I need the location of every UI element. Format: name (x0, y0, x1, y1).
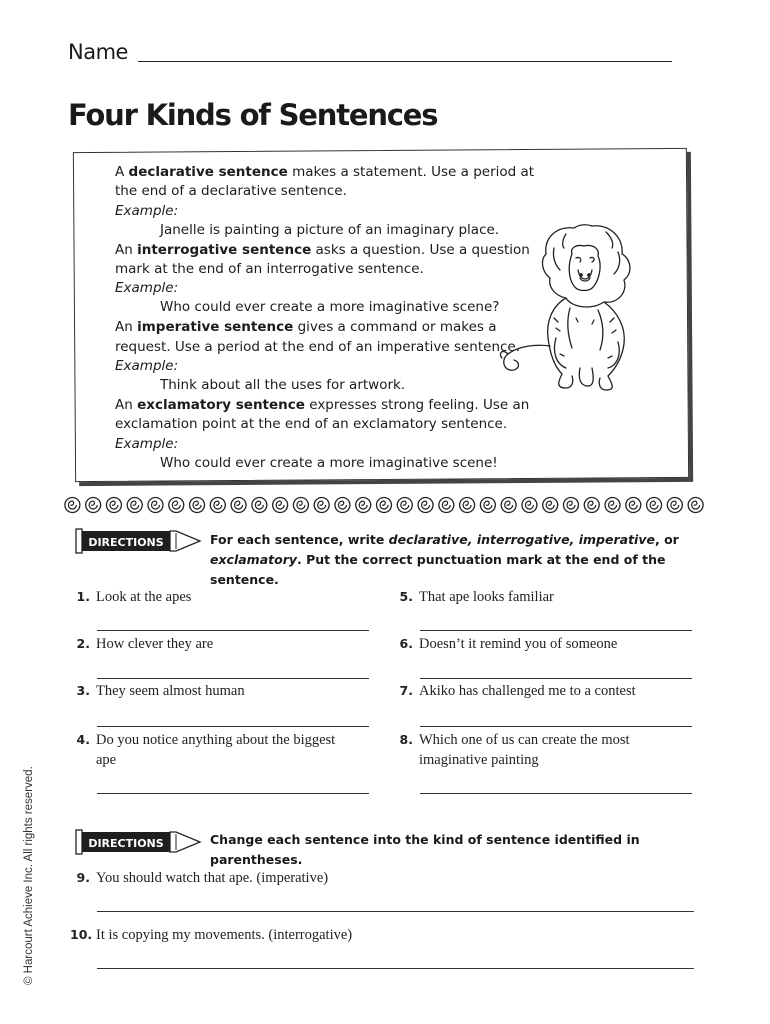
directions-2-text: Change each sentence into the kind of sentence identified in parentheses. (210, 832, 640, 867)
directions-1-text: For each sentence, write declarative, interrogative, imperative, or exclamatory. Put the correct punctuation mark at the end of the sentence. (210, 532, 679, 587)
baboon-illustration (496, 218, 666, 396)
swirl-icon (273, 498, 288, 513)
item-8: 8. Which one of us can create the most imaginative painting (399, 732, 630, 768)
imperative-definition-line2: request. Use a period at the end of an imperative sentence. (115, 339, 521, 355)
item-3: 3. They seem almost human (76, 683, 245, 699)
swirl-icon (106, 498, 121, 513)
item-6: 6. Doesn’t it remind you of someone (399, 636, 618, 652)
swirl-icon (543, 498, 558, 513)
swirl-icon (314, 498, 329, 513)
swirl-icon (418, 498, 433, 513)
swirl-icon (127, 498, 142, 513)
swirl-icon (377, 498, 392, 513)
swirl-icon (584, 498, 599, 513)
imperative-term: imperative sentence (137, 319, 294, 335)
exclamatory-example: Who could ever create a more imaginative scene! (160, 455, 498, 471)
answer-line-4[interactable] (97, 793, 369, 794)
swirl-icon (522, 498, 537, 513)
directions-badge-1-label: DIRECTIONS (88, 536, 164, 549)
item-4: 4. Do you notice anything about the biggest ape (76, 732, 336, 768)
declarative-term: declarative sentence (128, 164, 288, 180)
item-1: 1. Look at the apes (76, 589, 192, 605)
directions-badge-2-label: DIRECTIONS (88, 837, 164, 850)
name-answer-line[interactable] (138, 61, 672, 62)
item-10: 10. It is copying my movements. (interrogative) (70, 927, 353, 943)
swirl-icon (335, 498, 350, 513)
declarative-example-label: Example: (115, 203, 179, 219)
imperative-definition: An imperative sentence gives a command or makes a (115, 319, 497, 335)
swirl-icon (356, 498, 371, 513)
exclamatory-definition: An exclamatory sentence expresses strong feeling. Use an (115, 397, 530, 413)
item-2: 2. How clever they are (76, 636, 214, 652)
directions-badge-1 (72, 525, 202, 557)
swirl-icon (501, 498, 516, 513)
swirl-icon (480, 498, 495, 513)
copyright-notice: © Harcourt Achieve Inc. All rights reserved. (23, 766, 35, 985)
answer-line-8[interactable] (420, 793, 692, 794)
swirl-icon (460, 498, 475, 513)
interrogative-definition: An interrogative sentence asks a question. Use a question (115, 242, 530, 258)
declarative-example: Janelle is painting a picture of an imaginary place. (160, 222, 500, 238)
item-7: 7. Akiko has challenged me to a contest (399, 683, 636, 699)
swirl-icon (252, 498, 267, 513)
swirl-icon (86, 498, 101, 513)
answer-line-5[interactable] (420, 630, 692, 631)
item-5: 5. That ape looks familiar (399, 589, 554, 605)
exclamatory-term: exclamatory sentence (137, 397, 305, 413)
answer-line-3[interactable] (97, 726, 369, 727)
swirl-icon (231, 498, 246, 513)
swirl-icon (210, 498, 225, 513)
swirl-icon (148, 498, 163, 513)
swirl-icon (397, 498, 412, 513)
interrogative-example: Who could ever create a more imaginative scene? (160, 299, 500, 315)
exclamatory-definition-line2: exclamation point at the end of an exclamatory sentence. (115, 416, 508, 432)
swirl-icon (563, 498, 578, 513)
swirl-icon (190, 498, 205, 513)
imperative-example: Think about all the uses for artwork. (160, 377, 406, 393)
declarative-definition-line2: the end of a declarative sentence. (115, 183, 347, 199)
answer-line-10[interactable] (97, 968, 694, 969)
swirl-icon (647, 498, 662, 513)
answer-line-7[interactable] (420, 726, 692, 727)
exclamatory-example-label: Example: (115, 436, 179, 452)
swirl-border (62, 494, 706, 516)
swirl-icon (667, 498, 682, 513)
swirl-icon (293, 498, 308, 513)
answer-line-9[interactable] (97, 911, 694, 912)
interrogative-example-label: Example: (115, 280, 179, 296)
answer-line-2[interactable] (97, 678, 369, 679)
answer-line-1[interactable] (97, 630, 369, 631)
declarative-definition: A declarative sentence makes a statement. Use a period at (115, 164, 535, 180)
item-9: 9. You should watch that ape. (imperative) (76, 870, 329, 886)
worksheet-title: Four Kinds of Sentences (68, 98, 438, 132)
swirl-icon (169, 498, 184, 513)
swirl-icon (688, 498, 703, 513)
directions-badge-2 (72, 826, 202, 858)
imperative-example-label: Example: (115, 358, 179, 374)
swirl-icon (65, 498, 80, 513)
swirl-icon (605, 498, 620, 513)
answer-line-6[interactable] (420, 678, 692, 679)
interrogative-term: interrogative sentence (137, 242, 312, 258)
swirl-icon (439, 498, 454, 513)
interrogative-definition-line2: mark at the end of an interrogative sentence. (115, 261, 424, 277)
swirl-icon (626, 498, 641, 513)
name-label: Name (68, 40, 128, 64)
